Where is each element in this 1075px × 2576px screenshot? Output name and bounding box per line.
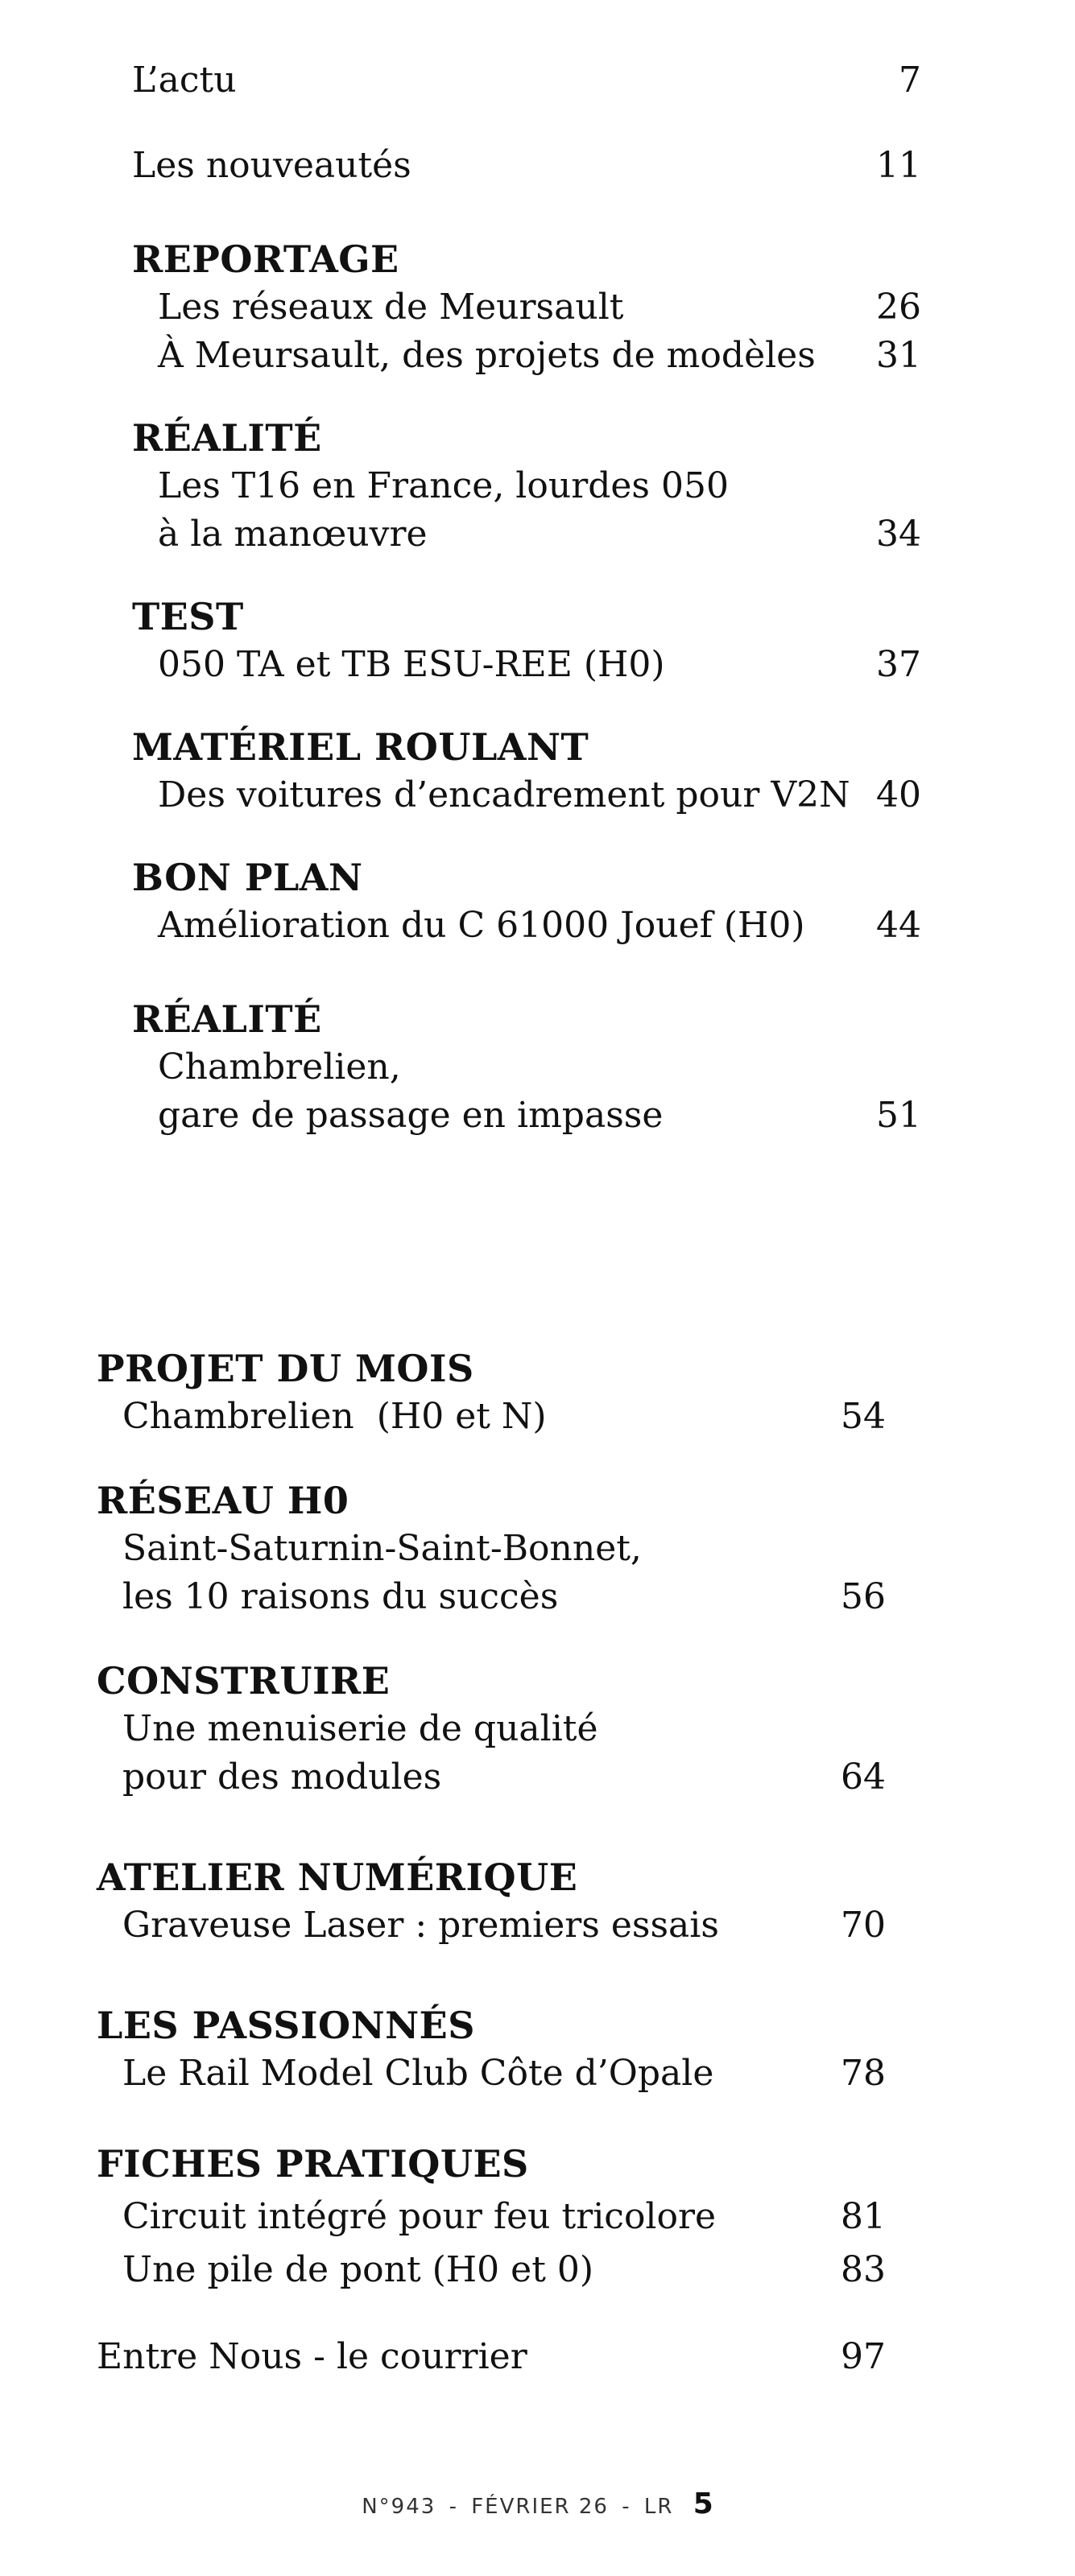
toc-entry[interactable] <box>97 1525 886 1621</box>
section-title: REPORTAGE <box>132 237 399 281</box>
toc-entry[interactable] <box>132 902 921 950</box>
toc-item-label: L’actu <box>132 60 237 101</box>
toc-entry-page: 51 <box>876 1095 921 1136</box>
toc-section-bon-plan <box>132 853 921 950</box>
toc-entry-text: Graveuse Laser : premiers essais <box>122 1905 719 1946</box>
table-of-contents-bottom <box>97 1344 886 2381</box>
toc-entry-text: Saint-Saturnin-Saint-Bonnet, <box>122 1528 642 1569</box>
toc-entry[interactable] <box>97 1901 886 1950</box>
toc-item-page: 11 <box>876 145 921 186</box>
toc-section-test <box>132 592 921 689</box>
toc-entry-page: 26 <box>876 287 921 328</box>
toc-item-page: 97 <box>841 2336 886 2377</box>
toc-entry-page: 64 <box>841 1757 886 1798</box>
toc-entry-text: Les T16 en France, lourdes 050 <box>158 465 729 506</box>
toc-entry[interactable] <box>97 1393 886 1441</box>
toc-section-materiel-roulant <box>132 723 921 819</box>
toc-entry-text: à la manœuvre <box>158 514 428 555</box>
toc-entry-text: les 10 raisons du succès <box>122 1576 559 1617</box>
issue-date: FÉVRIER 26 <box>471 2495 609 2519</box>
toc-entry[interactable] <box>97 2050 886 2098</box>
magazine-abbrev: LR <box>643 2495 674 2519</box>
toc-entry-text: Chambrelien (H0 et N) <box>122 1396 547 1437</box>
issue-number: N°943 <box>362 2495 436 2519</box>
toc-entry[interactable] <box>132 283 921 332</box>
toc-item-page: 7 <box>899 60 921 101</box>
toc-entry[interactable] <box>132 1043 921 1140</box>
section-title: FICHES PRATIQUES <box>97 2142 529 2186</box>
toc-entry[interactable] <box>132 641 921 689</box>
section-title: BON PLAN <box>132 856 363 899</box>
section-title: PROJET DU MOIS <box>97 1347 474 1390</box>
toc-section-realite-2 <box>132 995 921 1140</box>
toc-entry-page: 37 <box>876 644 921 685</box>
toc-item-label: Entre Nous - le courrier <box>97 2336 527 2377</box>
section-title: LES PASSIONNÉS <box>97 2004 475 2047</box>
section-title: CONSTRUIRE <box>97 1659 391 1703</box>
toc-entry-text: Circuit intégré pour feu tricolore <box>122 2196 717 2237</box>
toc-section-reportage <box>132 235 921 380</box>
toc-entry-page: 54 <box>841 1396 886 1437</box>
table-of-contents-top <box>132 56 921 1140</box>
toc-entry-text: Des voitures d’encadrement pour V2N <box>158 774 850 815</box>
toc-entry-page: 70 <box>841 1905 886 1946</box>
toc-entry-page: 44 <box>876 905 921 946</box>
toc-entry-page: 81 <box>841 2196 886 2237</box>
toc-entry-text: Amélioration du C 61000 Jouef (H0) <box>158 905 805 946</box>
footer-separator: - <box>622 2495 631 2519</box>
toc-section-reseau-h0 <box>97 1476 886 1621</box>
toc-section-construire <box>97 1657 886 1802</box>
toc-entry-text: Chambrelien, <box>158 1046 401 1088</box>
toc-section-realite <box>132 414 921 559</box>
toc-entry-text: Les réseaux de Meursault <box>158 287 624 328</box>
section-title: TEST <box>132 595 244 638</box>
toc-entry[interactable] <box>97 2193 886 2241</box>
section-title: RÉSEAU H0 <box>97 1479 349 1522</box>
toc-entry[interactable] <box>132 462 921 559</box>
toc-entry-page: 83 <box>841 2249 886 2290</box>
toc-item-courrier[interactable] <box>97 2333 886 2381</box>
toc-section-fiches-pratiques <box>97 2140 886 2294</box>
toc-section-projet-du-mois <box>97 1344 886 1441</box>
toc-entry[interactable] <box>132 771 921 819</box>
toc-entry-text: pour des modules <box>122 1757 442 1798</box>
toc-entry-page: 78 <box>841 2053 886 2094</box>
toc-section-atelier-numerique <box>97 1853 886 1950</box>
toc-item-label: Les nouveautés <box>132 145 411 186</box>
toc-entry-page: 56 <box>841 1576 886 1617</box>
toc-entry-page: 34 <box>876 514 921 555</box>
footer-separator: - <box>449 2495 458 2519</box>
toc-entry[interactable] <box>97 2246 886 2294</box>
page-number: 5 <box>693 2487 713 2520</box>
toc-entry[interactable] <box>132 332 921 380</box>
toc-entry-text: À Meursault, des projets de modèles <box>158 335 816 376</box>
toc-section-les-passionnes <box>97 2001 886 2098</box>
section-title: RÉALITÉ <box>132 997 322 1041</box>
toc-entry[interactable] <box>97 1705 886 1802</box>
toc-entry-text: Une pile de pont (H0 et 0) <box>122 2249 594 2290</box>
toc-entry-page: 31 <box>876 335 921 376</box>
toc-entry-text: gare de passage en impasse <box>158 1095 664 1136</box>
toc-entry-text: 050 TA et TB ESU-REE (H0) <box>158 644 665 685</box>
page-footer <box>0 2487 1075 2520</box>
section-title: MATÉRIEL ROULANT <box>132 725 589 769</box>
toc-item-nouveautes[interactable] <box>132 142 921 190</box>
toc-entry-text: Le Rail Model Club Côte d’Opale <box>122 2053 714 2094</box>
toc-entry-text: Une menuiserie de qualité <box>122 1708 598 1749</box>
toc-entry-page: 40 <box>876 774 921 815</box>
section-title: RÉALITÉ <box>132 416 322 460</box>
section-title: ATELIER NUMÉRIQUE <box>97 1856 578 1899</box>
toc-item-actu[interactable] <box>132 56 921 105</box>
